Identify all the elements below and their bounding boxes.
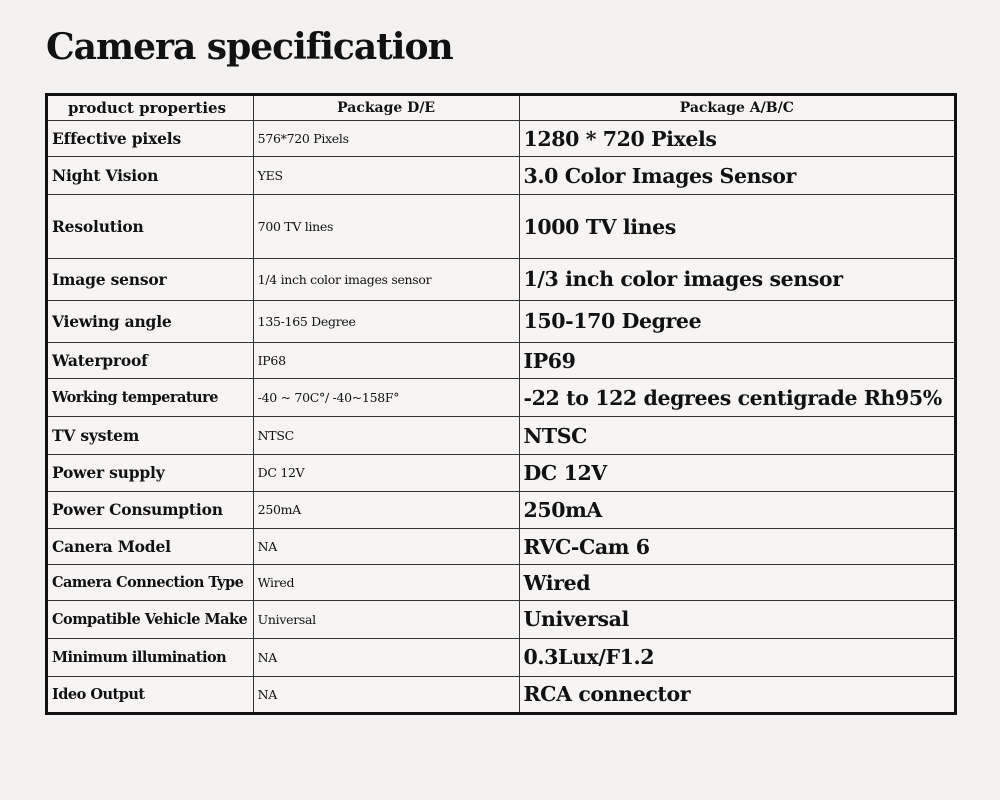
row-package-abc: 1/3 inch color images sensor <box>519 258 955 300</box>
table-header-row <box>47 95 956 121</box>
row-property: Effective pixels <box>47 121 254 157</box>
row-package-de: NTSC <box>253 417 519 454</box>
row-package-abc: 1280 * 720 Pixels <box>519 121 955 157</box>
row-package-abc: Wired <box>519 565 955 601</box>
row-property: Minimum illumination <box>47 638 254 676</box>
table-row <box>47 195 956 258</box>
row-property: Resolution <box>47 195 254 258</box>
row-package-abc: 3.0 Color Images Sensor <box>519 157 955 195</box>
row-package-de: NA <box>253 638 519 676</box>
row-property: Ideo Output <box>47 676 254 713</box>
table-row <box>47 300 956 342</box>
row-package-de: -40 ~ 70C°/ -40~158F° <box>253 379 519 417</box>
row-package-de: NA <box>253 529 519 565</box>
row-package-de: DC 12V <box>253 454 519 491</box>
header-package-de: Package D/E <box>253 95 519 121</box>
row-property: Power supply <box>47 454 254 491</box>
header-package-abc: Package A/B/C <box>519 95 955 121</box>
row-package-de: 250mA <box>253 491 519 528</box>
row-package-de: Wired <box>253 565 519 601</box>
row-package-de: NA <box>253 676 519 713</box>
header-product-properties: product properties <box>47 95 254 121</box>
row-property: TV system <box>47 417 254 454</box>
table-row <box>47 565 956 601</box>
table-row <box>47 157 956 195</box>
row-package-de: IP68 <box>253 343 519 379</box>
table-row <box>47 491 956 528</box>
row-property: Viewing angle <box>47 300 254 342</box>
table-row <box>47 379 956 417</box>
table-row <box>47 638 956 676</box>
row-package-de: Universal <box>253 601 519 638</box>
row-package-de: 1/4 inch color images sensor <box>253 258 519 300</box>
row-package-de: 135-165 Degree <box>253 300 519 342</box>
table-row <box>47 343 956 379</box>
page-title: Camera specification <box>46 26 453 68</box>
row-package-abc: RCA connector <box>519 676 955 713</box>
row-property: Image sensor <box>47 258 254 300</box>
table-row <box>47 258 956 300</box>
row-property: Compatible Vehicle Make <box>47 601 254 638</box>
row-package-abc: -22 to 122 degrees centigrade Rh95% <box>519 379 955 417</box>
row-package-abc: Universal <box>519 601 955 638</box>
row-package-abc: IP69 <box>519 343 955 379</box>
row-package-abc: 0.3Lux/F1.2 <box>519 638 955 676</box>
row-package-de: 700 TV lines <box>253 195 519 258</box>
row-property: Night Vision <box>47 157 254 195</box>
row-property: Waterproof <box>47 343 254 379</box>
row-package-abc: DC 12V <box>519 454 955 491</box>
row-package-abc: NTSC <box>519 417 955 454</box>
spec-table <box>45 93 957 715</box>
row-package-abc: RVC-Cam 6 <box>519 529 955 565</box>
row-package-abc: 250mA <box>519 491 955 528</box>
table-row <box>47 454 956 491</box>
table-row <box>47 601 956 638</box>
row-property: Power Consumption <box>47 491 254 528</box>
table-row <box>47 676 956 713</box>
table-row <box>47 529 956 565</box>
row-package-de: 576*720 Pixels <box>253 121 519 157</box>
row-property: Canera Model <box>47 529 254 565</box>
row-package-de: YES <box>253 157 519 195</box>
table-row <box>47 121 956 157</box>
row-package-abc: 1000 TV lines <box>519 195 955 258</box>
row-package-abc: 150-170 Degree <box>519 300 955 342</box>
row-property: Camera Connection Type <box>47 565 254 601</box>
table-row <box>47 417 956 454</box>
row-property: Working temperature <box>47 379 254 417</box>
